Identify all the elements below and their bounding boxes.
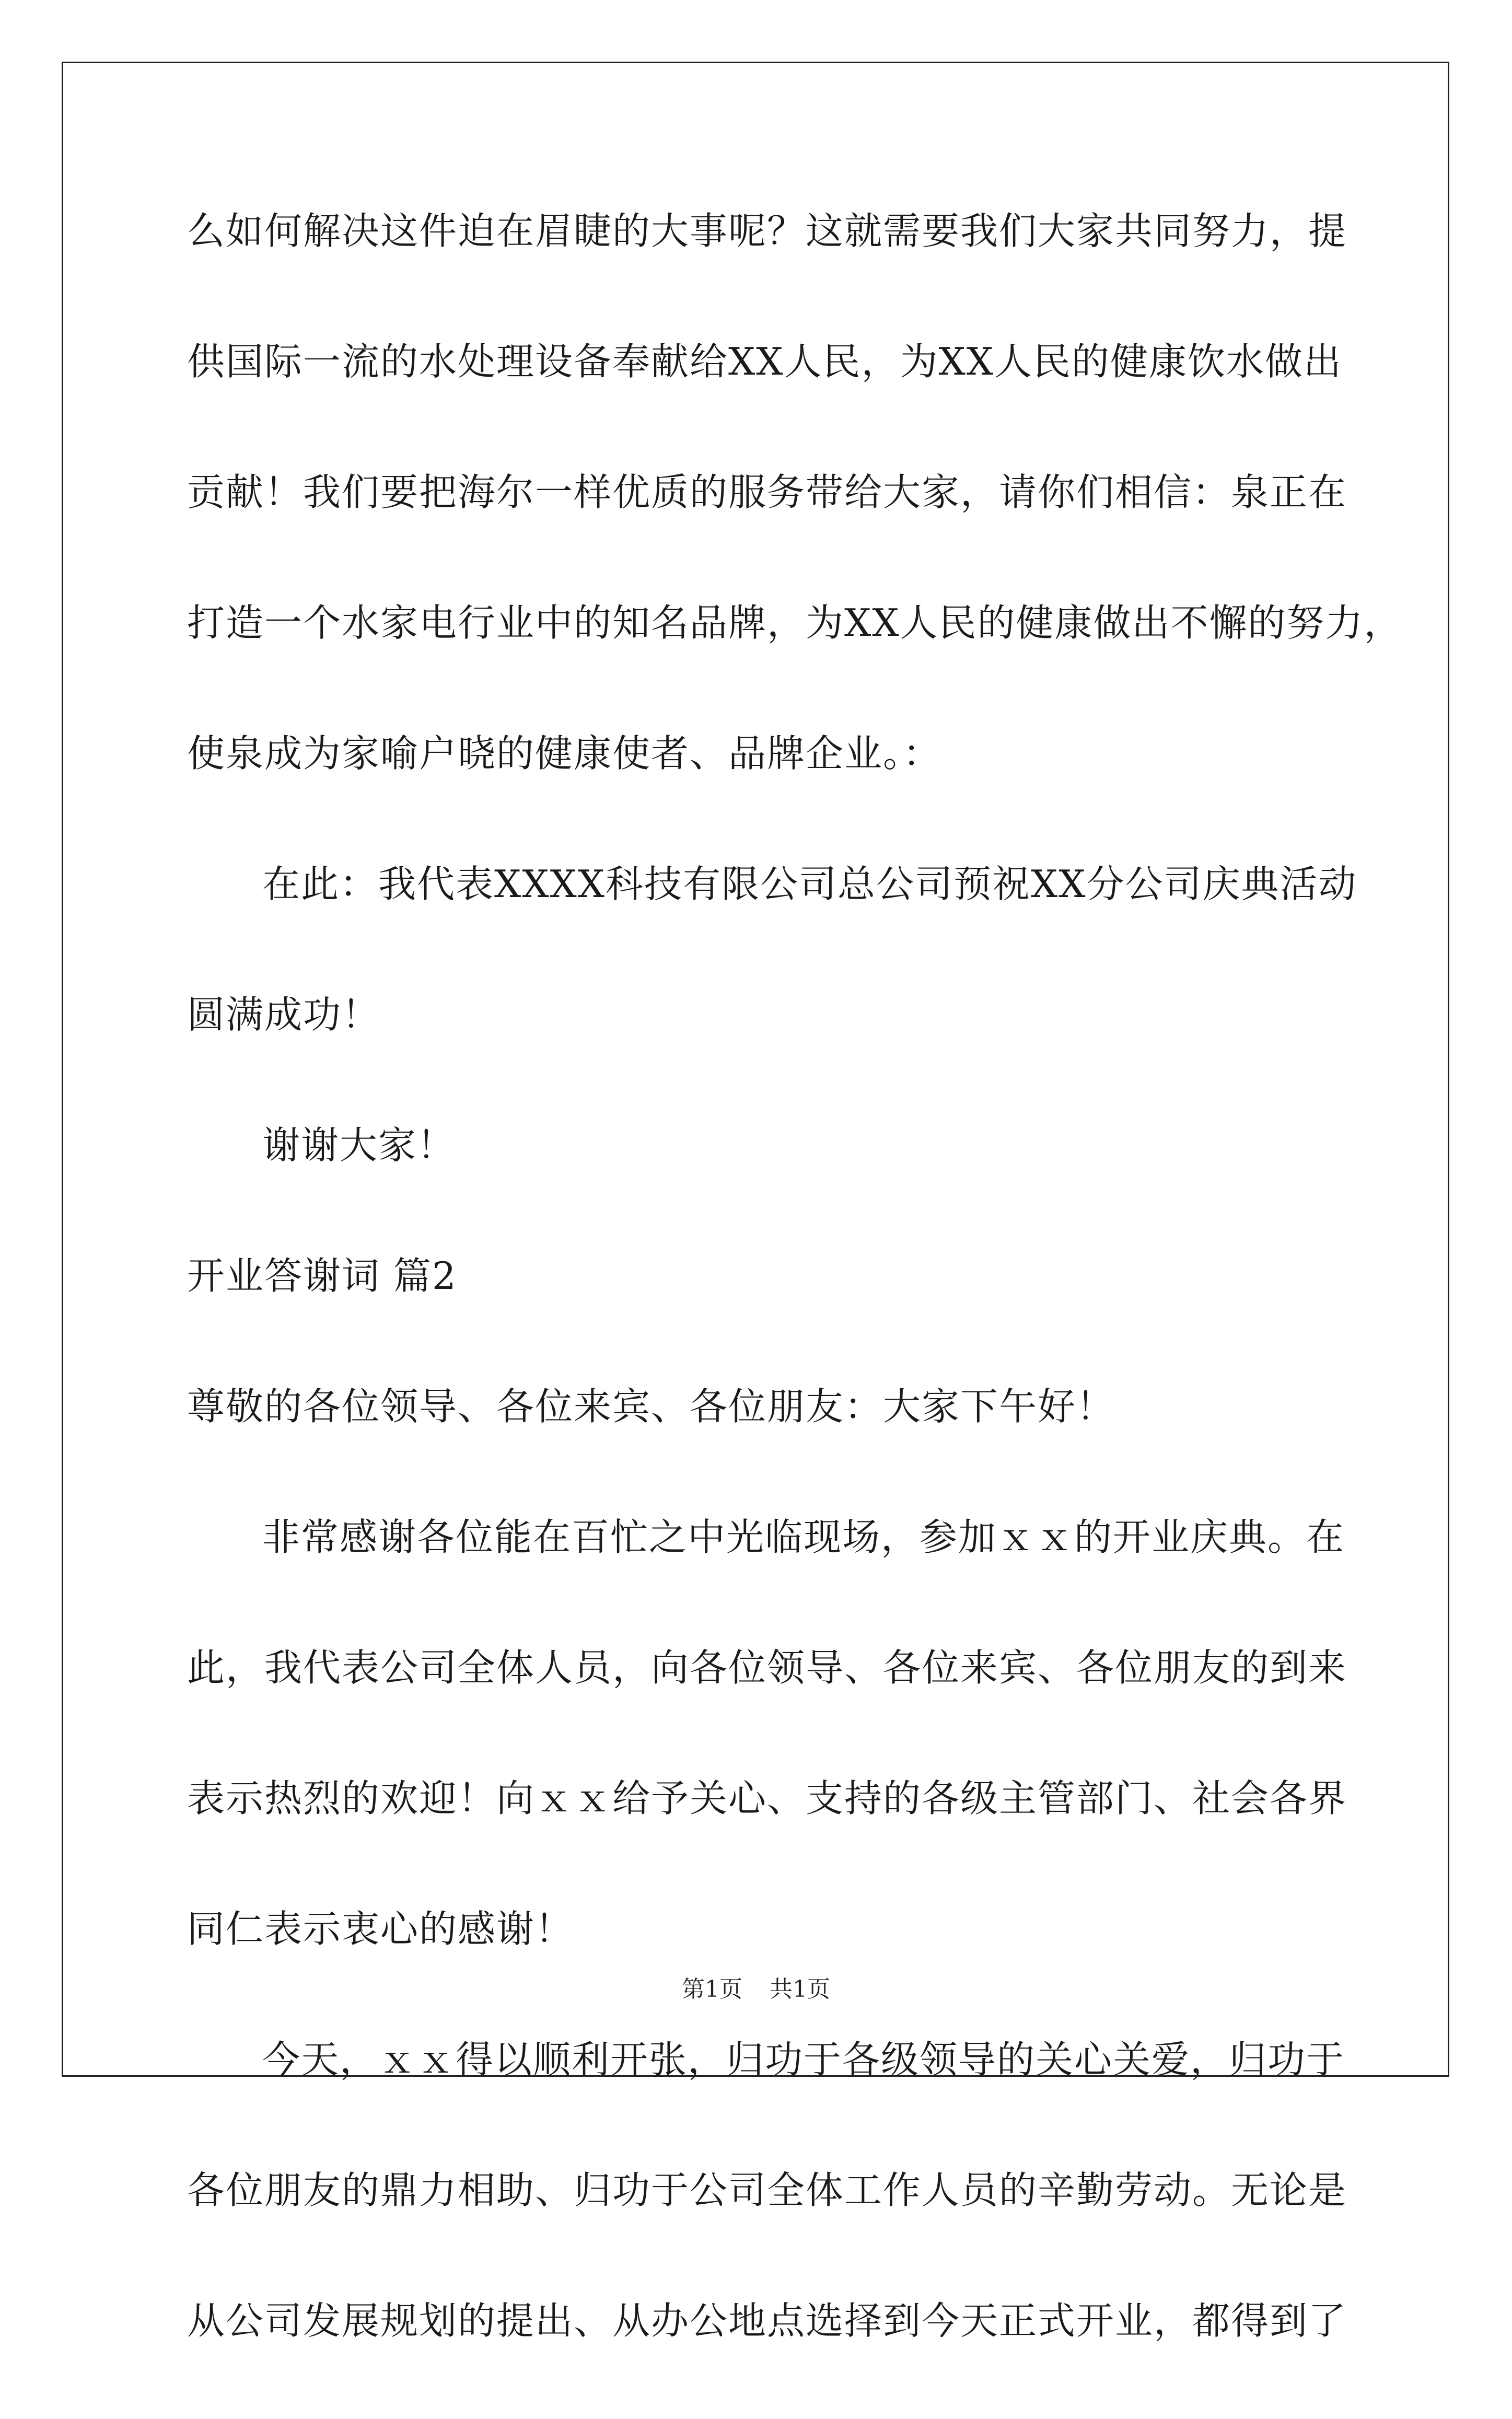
document-body — [187, 199, 1403, 2419]
text-line: 非常感谢各位能在百忙之中光临现场，参加ｘｘ的开业庆典。在 — [262, 1515, 1345, 1559]
text-line: 谢谢大家！ — [262, 1123, 456, 1167]
text-line: 圆满成功！ — [187, 993, 381, 1037]
page-footer — [0, 1974, 1512, 2005]
text-line: 表示热烈的欢迎！向ｘｘ给予关心、支持的各级主管部门、社会各界 — [187, 1776, 1347, 1820]
text-line: 使泉成为家喻户晓的健康使者、品牌企业。： — [187, 731, 942, 775]
page-total: 共1页 — [770, 1976, 830, 2003]
section-heading: 开业答谢词 篇2 — [187, 1254, 457, 1298]
salutation: 尊敬的各位领导、各位来宾、各位朋友：大家下午好！ — [187, 1385, 1115, 1428]
text-line: 打造一个水家电行业中的知名品牌，为XX人民的健康做出不懈的努力， — [187, 601, 1403, 645]
text-line: 此，我代表公司全体人员，向各位领导、各位来宾、各位朋友的到来 — [187, 1646, 1347, 1690]
text-line: 各位朋友的鼎力相助、归功于公司全体工作人员的辛勤劳动。无论是 — [187, 2168, 1347, 2212]
page-number: 第1页 — [682, 1976, 742, 2003]
text-line: 今天，ｘｘ得以顺利开张，归功于各级领导的关心关爱，归功于 — [262, 2038, 1345, 2081]
text-line: 供国际一流的水处理设备奉献给XX人民，为XX人民的健康饮水做出 — [187, 340, 1343, 383]
text-line: 么如何解决这件迫在眉睫的大事呢？这就需要我们大家共同努力，提 — [187, 209, 1347, 253]
text-line: 贡献！我们要把海尔一样优质的服务带给大家，请你们相信：泉正在 — [187, 470, 1347, 514]
text-line: 同仁表示衷心的感谢！ — [187, 1907, 574, 1951]
text-line: 从公司发展规划的提出、从办公地点选择到今天正式开业，都得到了 — [187, 2299, 1347, 2343]
text-line: 在此：我代表XXXX科技有限公司总公司预祝XX分公司庆典活动 — [262, 862, 1357, 906]
